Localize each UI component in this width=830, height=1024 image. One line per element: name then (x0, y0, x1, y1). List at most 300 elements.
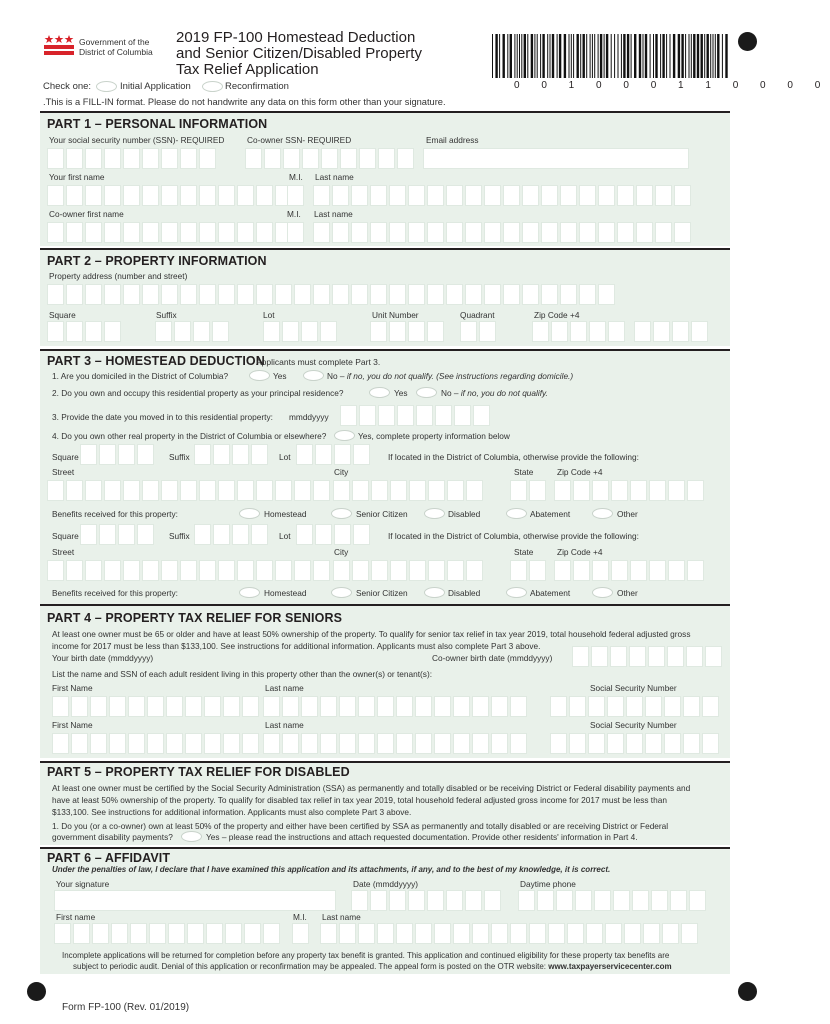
res2-ssn-input[interactable] (550, 733, 719, 754)
char-box[interactable] (99, 524, 116, 545)
op1-state-input[interactable] (510, 480, 546, 501)
char-box[interactable] (643, 923, 660, 944)
char-box[interactable] (466, 480, 483, 501)
char-box[interactable] (242, 733, 259, 754)
op2-street-input[interactable] (47, 560, 330, 581)
char-box[interactable] (353, 444, 370, 465)
q1-no-radio[interactable] (303, 370, 324, 381)
char-box[interactable] (104, 284, 121, 305)
char-box[interactable] (263, 696, 280, 717)
char-box[interactable] (351, 222, 368, 243)
char-box[interactable] (472, 923, 489, 944)
char-box[interactable] (313, 284, 330, 305)
res1-last-input[interactable] (263, 696, 527, 717)
char-box[interactable] (389, 222, 406, 243)
char-box[interactable] (415, 733, 432, 754)
char-box[interactable] (104, 480, 121, 501)
char-box[interactable] (199, 284, 216, 305)
char-box[interactable] (510, 733, 527, 754)
char-box[interactable] (332, 284, 349, 305)
char-box[interactable] (473, 405, 490, 426)
op2-zip-input[interactable] (554, 560, 704, 581)
char-box[interactable] (573, 560, 590, 581)
char-box[interactable] (541, 222, 558, 243)
char-box[interactable] (128, 733, 145, 754)
char-box[interactable] (370, 890, 387, 911)
char-box[interactable] (446, 284, 463, 305)
char-box[interactable] (389, 321, 406, 342)
char-box[interactable] (320, 321, 337, 342)
quadrant-input[interactable] (460, 321, 496, 342)
char-box[interactable] (408, 284, 425, 305)
char-box[interactable] (415, 696, 432, 717)
char-box[interactable] (416, 405, 433, 426)
op1-city-input[interactable] (333, 480, 483, 501)
char-box[interactable] (237, 185, 254, 206)
char-box[interactable] (409, 480, 426, 501)
char-box[interactable] (180, 148, 197, 169)
char-box[interactable] (591, 646, 608, 667)
char-box[interactable] (47, 222, 64, 243)
char-box[interactable] (218, 222, 235, 243)
op1-disabled-radio[interactable] (424, 508, 445, 519)
move-in-date-input[interactable] (340, 405, 490, 426)
char-box[interactable] (428, 480, 445, 501)
q2-no-radio[interactable] (416, 387, 437, 398)
char-box[interactable] (352, 480, 369, 501)
char-box[interactable] (315, 524, 332, 545)
char-box[interactable] (579, 222, 596, 243)
res1-ssn-input[interactable] (550, 696, 719, 717)
unit-number-input[interactable] (370, 321, 444, 342)
char-box[interactable] (123, 222, 140, 243)
char-box[interactable] (180, 560, 197, 581)
char-box[interactable] (123, 185, 140, 206)
char-box[interactable] (264, 148, 281, 169)
op2-city-input[interactable] (333, 560, 483, 581)
char-box[interactable] (649, 480, 666, 501)
char-box[interactable] (541, 284, 558, 305)
char-box[interactable] (586, 923, 603, 944)
char-box[interactable] (472, 696, 489, 717)
char-box[interactable] (427, 222, 444, 243)
op2-disabled-radio[interactable] (424, 587, 445, 598)
char-box[interactable] (702, 733, 719, 754)
char-box[interactable] (194, 524, 211, 545)
char-box[interactable] (446, 185, 463, 206)
char-box[interactable] (244, 923, 261, 944)
op2-abatement-radio[interactable] (506, 587, 527, 598)
char-box[interactable] (92, 923, 109, 944)
char-box[interactable] (589, 321, 606, 342)
char-box[interactable] (320, 733, 337, 754)
char-box[interactable] (598, 222, 615, 243)
char-box[interactable] (282, 696, 299, 717)
char-box[interactable] (199, 148, 216, 169)
char-box[interactable] (282, 733, 299, 754)
char-box[interactable] (47, 321, 64, 342)
char-box[interactable] (130, 923, 147, 944)
op2-lot-input[interactable] (296, 524, 370, 545)
char-box[interactable] (484, 185, 501, 206)
char-box[interactable] (465, 284, 482, 305)
co-last-name-input[interactable] (313, 222, 691, 243)
char-box[interactable] (529, 923, 546, 944)
char-box[interactable] (377, 733, 394, 754)
char-box[interactable] (142, 284, 159, 305)
char-box[interactable] (275, 560, 292, 581)
part5-yes-radio[interactable] (181, 831, 202, 842)
square-input[interactable] (47, 321, 121, 342)
char-box[interactable] (193, 321, 210, 342)
char-box[interactable] (396, 923, 413, 944)
co-ssn-input[interactable] (245, 148, 414, 169)
char-box[interactable] (610, 646, 627, 667)
char-box[interactable] (389, 185, 406, 206)
char-box[interactable] (351, 284, 368, 305)
char-box[interactable] (649, 560, 666, 581)
char-box[interactable] (705, 646, 722, 667)
char-box[interactable] (630, 480, 647, 501)
char-box[interactable] (85, 284, 102, 305)
op2-suffix-input[interactable] (194, 524, 268, 545)
char-box[interactable] (237, 284, 254, 305)
char-box[interactable] (332, 222, 349, 243)
char-box[interactable] (104, 321, 121, 342)
char-box[interactable] (371, 560, 388, 581)
char-box[interactable] (484, 222, 501, 243)
char-box[interactable] (256, 222, 273, 243)
char-box[interactable] (653, 321, 670, 342)
char-box[interactable] (223, 733, 240, 754)
char-box[interactable] (54, 923, 71, 944)
char-box[interactable] (213, 524, 230, 545)
char-box[interactable] (212, 321, 229, 342)
char-box[interactable] (503, 284, 520, 305)
co-mi-input[interactable] (287, 222, 304, 243)
char-box[interactable] (460, 321, 477, 342)
char-box[interactable] (636, 185, 653, 206)
char-box[interactable] (256, 480, 273, 501)
char-box[interactable] (321, 148, 338, 169)
char-box[interactable] (651, 890, 668, 911)
char-box[interactable] (588, 696, 605, 717)
char-box[interactable] (339, 696, 356, 717)
char-box[interactable] (275, 284, 292, 305)
char-box[interactable] (66, 148, 83, 169)
char-box[interactable] (548, 923, 565, 944)
ssn-input[interactable] (47, 148, 216, 169)
op1-abatement-radio[interactable] (506, 508, 527, 519)
char-box[interactable] (104, 222, 121, 243)
char-box[interactable] (396, 696, 413, 717)
char-box[interactable] (313, 480, 330, 501)
char-box[interactable] (537, 890, 554, 911)
char-box[interactable] (569, 696, 586, 717)
char-box[interactable] (339, 733, 356, 754)
char-box[interactable] (313, 560, 330, 581)
char-box[interactable] (85, 480, 102, 501)
char-box[interactable] (510, 696, 527, 717)
sig-first-name-input[interactable] (54, 923, 280, 944)
char-box[interactable] (47, 148, 64, 169)
char-box[interactable] (454, 405, 471, 426)
char-box[interactable] (491, 733, 508, 754)
char-box[interactable] (353, 524, 370, 545)
char-box[interactable] (518, 890, 535, 911)
op2-state-input[interactable] (510, 560, 546, 581)
char-box[interactable] (626, 696, 643, 717)
char-box[interactable] (71, 733, 88, 754)
op1-street-input[interactable] (47, 480, 330, 501)
char-box[interactable] (339, 923, 356, 944)
char-box[interactable] (194, 444, 211, 465)
char-box[interactable] (370, 284, 387, 305)
char-box[interactable] (90, 696, 107, 717)
op1-square-input[interactable] (80, 444, 154, 465)
char-box[interactable] (674, 185, 691, 206)
char-box[interactable] (137, 444, 154, 465)
char-box[interactable] (52, 733, 69, 754)
char-box[interactable] (256, 284, 273, 305)
op2-square-input[interactable] (80, 524, 154, 545)
char-box[interactable] (282, 321, 299, 342)
char-box[interactable] (104, 185, 121, 206)
co-birth-date-input[interactable] (572, 646, 722, 667)
reconfirmation-radio[interactable] (202, 81, 223, 92)
signature-field[interactable] (54, 890, 336, 911)
char-box[interactable] (199, 480, 216, 501)
char-box[interactable] (390, 480, 407, 501)
mi-input[interactable] (287, 185, 304, 206)
char-box[interactable] (85, 148, 102, 169)
char-box[interactable] (263, 733, 280, 754)
char-box[interactable] (668, 560, 685, 581)
char-box[interactable] (686, 646, 703, 667)
char-box[interactable] (529, 480, 546, 501)
char-box[interactable] (47, 560, 64, 581)
char-box[interactable] (510, 923, 527, 944)
char-box[interactable] (389, 890, 406, 911)
char-box[interactable] (408, 890, 425, 911)
char-box[interactable] (434, 733, 451, 754)
char-box[interactable] (567, 923, 584, 944)
char-box[interactable] (104, 148, 121, 169)
char-box[interactable] (522, 185, 539, 206)
char-box[interactable] (166, 696, 183, 717)
char-box[interactable] (598, 284, 615, 305)
char-box[interactable] (71, 696, 88, 717)
char-box[interactable] (570, 321, 587, 342)
char-box[interactable] (174, 321, 191, 342)
char-box[interactable] (109, 733, 126, 754)
char-box[interactable] (66, 185, 83, 206)
char-box[interactable] (681, 923, 698, 944)
char-box[interactable] (294, 560, 311, 581)
char-box[interactable] (66, 480, 83, 501)
char-box[interactable] (218, 480, 235, 501)
char-box[interactable] (662, 923, 679, 944)
char-box[interactable] (232, 524, 249, 545)
char-box[interactable] (560, 222, 577, 243)
char-box[interactable] (608, 321, 625, 342)
char-box[interactable] (550, 696, 567, 717)
char-box[interactable] (147, 696, 164, 717)
char-box[interactable] (428, 560, 445, 581)
char-box[interactable] (292, 923, 309, 944)
char-box[interactable] (465, 222, 482, 243)
char-box[interactable] (218, 185, 235, 206)
char-box[interactable] (155, 321, 172, 342)
char-box[interactable] (351, 890, 368, 911)
op2-other-radio[interactable] (592, 587, 613, 598)
char-box[interactable] (161, 222, 178, 243)
op1-senior-radio[interactable] (331, 508, 352, 519)
char-box[interactable] (447, 560, 464, 581)
char-box[interactable] (572, 646, 589, 667)
char-box[interactable] (351, 185, 368, 206)
char-box[interactable] (408, 222, 425, 243)
char-box[interactable] (592, 480, 609, 501)
char-box[interactable] (484, 284, 501, 305)
char-box[interactable] (434, 696, 451, 717)
char-box[interactable] (664, 733, 681, 754)
char-box[interactable] (149, 923, 166, 944)
char-box[interactable] (263, 923, 280, 944)
signature-date-input[interactable] (351, 890, 501, 911)
char-box[interactable] (142, 222, 159, 243)
char-box[interactable] (123, 148, 140, 169)
char-box[interactable] (180, 222, 197, 243)
char-box[interactable] (166, 733, 183, 754)
char-box[interactable] (607, 696, 624, 717)
char-box[interactable] (645, 733, 662, 754)
char-box[interactable] (594, 890, 611, 911)
char-box[interactable] (358, 923, 375, 944)
char-box[interactable] (465, 890, 482, 911)
zip-input[interactable] (532, 321, 625, 342)
op2-senior-radio[interactable] (331, 587, 352, 598)
char-box[interactable] (554, 560, 571, 581)
char-box[interactable] (435, 405, 452, 426)
char-box[interactable] (111, 923, 128, 944)
char-box[interactable] (85, 560, 102, 581)
char-box[interactable] (624, 923, 641, 944)
char-box[interactable] (185, 733, 202, 754)
char-box[interactable] (691, 321, 708, 342)
char-box[interactable] (251, 444, 268, 465)
char-box[interactable] (378, 405, 395, 426)
char-box[interactable] (370, 222, 387, 243)
char-box[interactable] (142, 148, 159, 169)
char-box[interactable] (301, 696, 318, 717)
char-box[interactable] (315, 444, 332, 465)
char-box[interactable] (128, 696, 145, 717)
char-box[interactable] (551, 321, 568, 342)
char-box[interactable] (333, 560, 350, 581)
initial-application-radio[interactable] (96, 81, 117, 92)
res2-last-input[interactable] (263, 733, 527, 754)
char-box[interactable] (465, 185, 482, 206)
char-box[interactable] (47, 284, 64, 305)
char-box[interactable] (161, 560, 178, 581)
suffix-input[interactable] (155, 321, 229, 342)
char-box[interactable] (453, 696, 470, 717)
char-box[interactable] (611, 480, 628, 501)
char-box[interactable] (427, 284, 444, 305)
char-box[interactable] (204, 696, 221, 717)
char-box[interactable] (245, 148, 262, 169)
char-box[interactable] (370, 321, 387, 342)
char-box[interactable] (702, 696, 719, 717)
char-box[interactable] (180, 284, 197, 305)
char-box[interactable] (588, 733, 605, 754)
char-box[interactable] (187, 923, 204, 944)
char-box[interactable] (204, 733, 221, 754)
char-box[interactable] (554, 480, 571, 501)
char-box[interactable] (225, 923, 242, 944)
char-box[interactable] (447, 480, 464, 501)
char-box[interactable] (142, 185, 159, 206)
char-box[interactable] (237, 222, 254, 243)
op1-lot-input[interactable] (296, 444, 370, 465)
char-box[interactable] (66, 284, 83, 305)
char-box[interactable] (142, 560, 159, 581)
char-box[interactable] (378, 148, 395, 169)
char-box[interactable] (313, 222, 330, 243)
char-box[interactable] (617, 185, 634, 206)
char-box[interactable] (123, 560, 140, 581)
char-box[interactable] (66, 222, 83, 243)
char-box[interactable] (287, 185, 304, 206)
char-box[interactable] (223, 696, 240, 717)
char-box[interactable] (340, 148, 357, 169)
char-box[interactable] (199, 185, 216, 206)
first-name-input[interactable] (47, 185, 292, 206)
char-box[interactable] (294, 284, 311, 305)
char-box[interactable] (85, 222, 102, 243)
char-box[interactable] (636, 222, 653, 243)
q2-yes-radio[interactable] (369, 387, 390, 398)
char-box[interactable] (683, 696, 700, 717)
char-box[interactable] (263, 321, 280, 342)
char-box[interactable] (283, 148, 300, 169)
zip4-input[interactable] (634, 321, 708, 342)
char-box[interactable] (180, 480, 197, 501)
char-box[interactable] (630, 560, 647, 581)
char-box[interactable] (645, 696, 662, 717)
char-box[interactable] (334, 524, 351, 545)
char-box[interactable] (560, 284, 577, 305)
char-box[interactable] (218, 284, 235, 305)
char-box[interactable] (161, 480, 178, 501)
char-box[interactable] (670, 890, 687, 911)
char-box[interactable] (510, 560, 527, 581)
char-box[interactable] (256, 560, 273, 581)
char-box[interactable] (80, 444, 97, 465)
char-box[interactable] (47, 185, 64, 206)
char-box[interactable] (123, 284, 140, 305)
char-box[interactable] (206, 923, 223, 944)
char-box[interactable] (104, 560, 121, 581)
char-box[interactable] (185, 696, 202, 717)
char-box[interactable] (634, 321, 651, 342)
char-box[interactable] (294, 480, 311, 501)
char-box[interactable] (655, 185, 672, 206)
char-box[interactable] (674, 222, 691, 243)
char-box[interactable] (479, 321, 496, 342)
char-box[interactable] (275, 480, 292, 501)
